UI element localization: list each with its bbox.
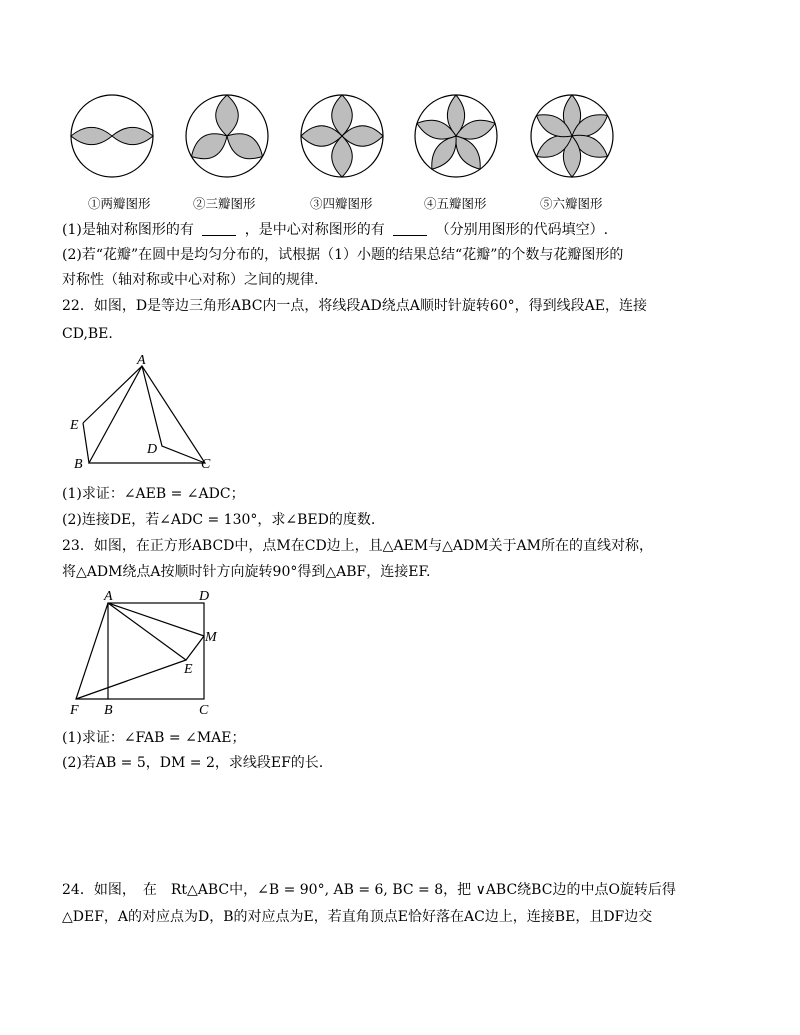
- caption-five-petals: ④五瓣图形: [424, 196, 487, 211]
- caption-three-petals: ②三瓣图形: [193, 196, 256, 211]
- petal-figure-two: [71, 95, 153, 177]
- answer-blank-central[interactable]: [393, 221, 427, 236]
- q22-line2: CD,BE.: [62, 326, 113, 342]
- q22-line1: 22．如图，D是等边三角形ABC内一点，将线段AD绕点A顺时针旋转60°，得到线段AE，连接: [62, 298, 647, 314]
- q22-label-b: B: [74, 457, 83, 472]
- petal: [216, 95, 239, 136]
- q23-label-e: E: [184, 662, 193, 677]
- q23-label-b: B: [104, 703, 113, 718]
- q24-line2: △DEF，A的对应点为D，B的对应点为E，若直角顶点E恰好落在AC边上，连接BE，且DF边交: [62, 909, 653, 925]
- q23-sub2: (2)若AB = 5，DM = 2，求线段EF的长.: [62, 755, 324, 771]
- q23-label-c: C: [199, 703, 209, 718]
- q21-p1-text-c: （分别用图形的代码填空）.: [435, 222, 609, 238]
- q24-line1: 24．如图， 在 Rt△ABC中，∠B = 90°, AB = 6, BC = 8，把 ∨ABC绕BC边的中点O旋转后得: [62, 882, 676, 898]
- q23-line1: 23．如图，在正方形ABCD中，点M在CD边上，且△AEM与△ADM关于AM所在的直线对称，: [62, 538, 653, 554]
- q22-label-d: D: [147, 442, 158, 457]
- q21-part2-line2: 对称性（轴对称或中心对称）之间的规律.: [62, 272, 319, 288]
- caption-six-petals: ⑤六瓣图形: [540, 196, 603, 211]
- q23-label-d: D: [199, 589, 210, 604]
- q21-part2-line1: (2)若“花瓣”在圆中是均匀分布的，试根据（1）小题的结果总结“花瓣”的个数与花瓣图形的: [62, 247, 624, 263]
- q22-label-c: C: [201, 457, 211, 472]
- petal-figure-three: [186, 95, 268, 177]
- q23-label-m: M: [205, 630, 217, 645]
- q23-line2: 将△ADM绕点A按顺时针方向旋转90°得到△ABF，连接EF.: [62, 564, 431, 580]
- caption-four-petals: ③四瓣图形: [310, 196, 373, 211]
- petal: [191, 134, 227, 159]
- q23-label-f: F: [70, 703, 79, 718]
- caption-two-petals: ①两瓣图形: [88, 196, 151, 211]
- q22-figure: [60, 350, 230, 475]
- petal-figure-six: [531, 95, 613, 177]
- q21-p1-text-b: ，是中心对称图形的有: [244, 222, 385, 238]
- petal: [432, 136, 456, 169]
- petal-figures: [0, 85, 800, 195]
- q23-sub1: (1)求证：∠FAB = ∠MAE；: [62, 730, 246, 746]
- q22-sub2: (2)连接DE，若∠ADC = 130°，求∠BED的度数.: [62, 512, 376, 528]
- q21-p1-text-a: (1)是轴对称图形的有: [62, 222, 194, 238]
- q22-label-a: A: [137, 353, 146, 368]
- petal: [112, 127, 153, 144]
- q21-part1: [62, 220, 608, 240]
- petal: [227, 134, 263, 159]
- petal: [456, 136, 480, 169]
- petal-figure-four: [301, 95, 383, 177]
- answer-blank-axial[interactable]: [202, 221, 236, 236]
- q23-figure: [60, 585, 230, 720]
- q22-label-e: E: [70, 418, 79, 433]
- q23-label-a: A: [104, 589, 113, 604]
- q22-sub1: (1)求证：∠AEB = ∠ADC；: [62, 486, 245, 502]
- petal: [71, 127, 112, 144]
- petal-figure-five: [415, 95, 497, 177]
